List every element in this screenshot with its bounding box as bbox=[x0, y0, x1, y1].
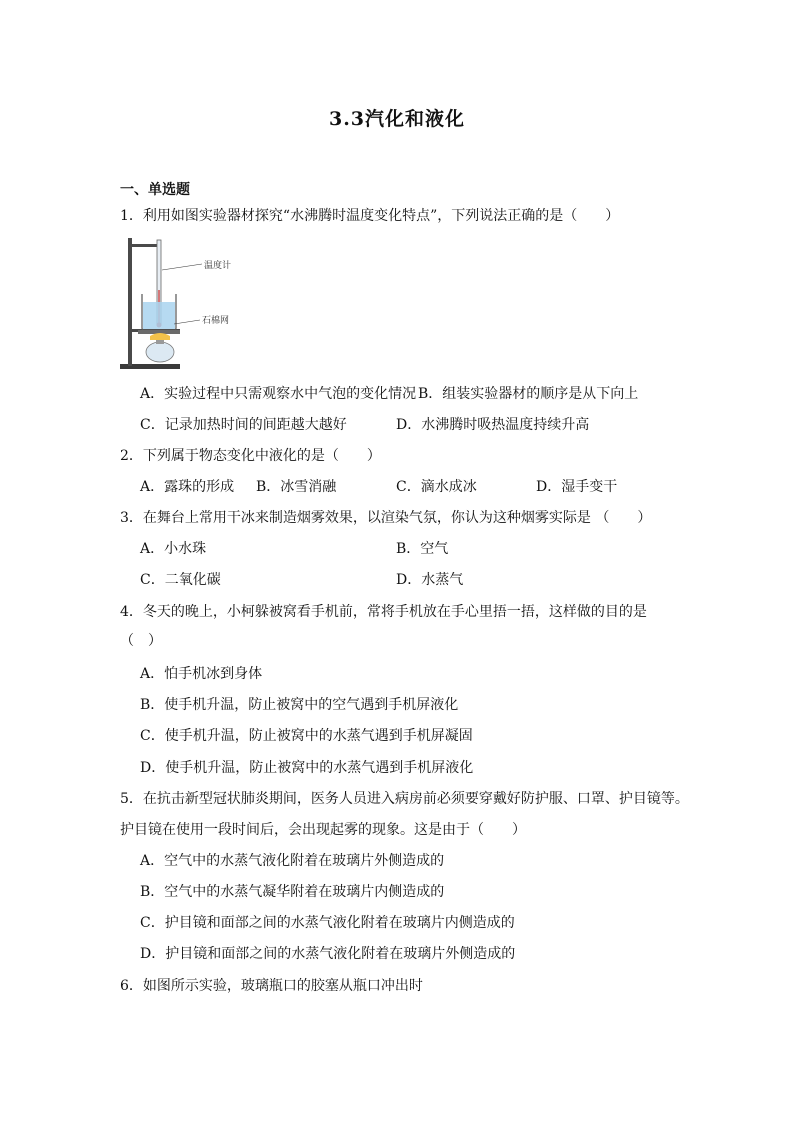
question-2-stem: 2．下列属于物态变化中液化的是（ ） bbox=[120, 448, 381, 464]
question-5-option-a: A．空气中的水蒸气液化附着在玻璃片外侧造成的 bbox=[140, 853, 445, 869]
question-2-option-b: B．冰雪消融 bbox=[256, 479, 337, 495]
alcohol-lamp-icon bbox=[146, 342, 174, 362]
question-3-option-d: D．水蒸气 bbox=[396, 572, 464, 588]
question-6-stem: 6．如图所示实验，玻璃瓶口的胶塞从瓶口冲出时 bbox=[120, 978, 423, 994]
question-4-stem: 4．冬天的晚上，小柯躲被窝看手机前，常将手机放在手心里捂一捂，这样做的目的是 bbox=[120, 604, 647, 620]
question-5-option-b: B．空气中的水蒸气凝华附着在玻璃片内侧造成的 bbox=[140, 884, 445, 900]
boiling-apparatus-figure bbox=[112, 230, 262, 375]
question-3-option-a: A．小水珠 bbox=[140, 541, 207, 557]
stand-rod bbox=[128, 238, 132, 366]
question-5-option-d: D．护目镜和面部之间的水蒸气液化附着在玻璃片外侧造成的 bbox=[140, 946, 516, 962]
page-title: 3.3汽化和液化 bbox=[328, 108, 466, 130]
thermometer-label: 温度计 bbox=[204, 261, 232, 271]
question-4-option-d: D．使手机升温，防止被窝中的水蒸气遇到手机屏液化 bbox=[140, 760, 474, 776]
question-2-option-c: C．滴水成冰 bbox=[396, 479, 477, 495]
question-5-option-c: C．护目镜和面部之间的水蒸气液化附着在玻璃片内侧造成的 bbox=[140, 915, 515, 931]
section-heading: 一、单选题 bbox=[120, 182, 190, 198]
question-1-option-a: A．实验过程中只需观察水中气泡的变化情况 bbox=[140, 386, 417, 402]
question-1-option-c: C．记录加热时间的间距越大越好 bbox=[140, 417, 347, 433]
question-4-option-a: A．怕手机冰到身体 bbox=[140, 666, 263, 682]
question-3-option-b: B．空气 bbox=[396, 541, 449, 557]
question-4-option-b: B．使手机升温，防止被窝中的空气遇到手机屏液化 bbox=[140, 697, 459, 713]
flame-icon bbox=[150, 333, 170, 340]
question-2-option-a: A．露珠的形成 bbox=[140, 479, 235, 495]
question-1-stem: 1．利用如图实验器材探究“水沸腾时温度变化特点”，下列说法正确的是（ ） bbox=[120, 208, 620, 224]
question-5-stem-cont: 护目镜在使用一段时间后，会出现起雾的现象。这是由于（ ） bbox=[120, 822, 526, 838]
gauze-label: 石棉网 bbox=[202, 316, 230, 326]
question-5-stem: 5．在抗击新型冠状肺炎期间，医务人员进入病房前必须要穿戴好防护服、口罩、护目镜等。 bbox=[120, 791, 689, 807]
question-4-stem-cont: （ ） bbox=[120, 633, 162, 649]
question-4-option-c: C．使手机升温，防止被窝中的水蒸气遇到手机屏凝固 bbox=[140, 728, 473, 744]
question-2-option-d: D．湿手变干 bbox=[536, 479, 618, 495]
question-1-option-b: B．组装实验器材的顺序是从下向上 bbox=[418, 386, 639, 402]
question-3-stem: 3．在舞台上常用干冰来制造烟雾效果，以渲染气氛，你认为这种烟雾实际是 （ ） bbox=[120, 510, 652, 526]
question-3-option-c: C．二氧化碳 bbox=[140, 572, 221, 588]
question-1-option-d: D．水沸腾时吸热温度持续升高 bbox=[396, 417, 590, 433]
